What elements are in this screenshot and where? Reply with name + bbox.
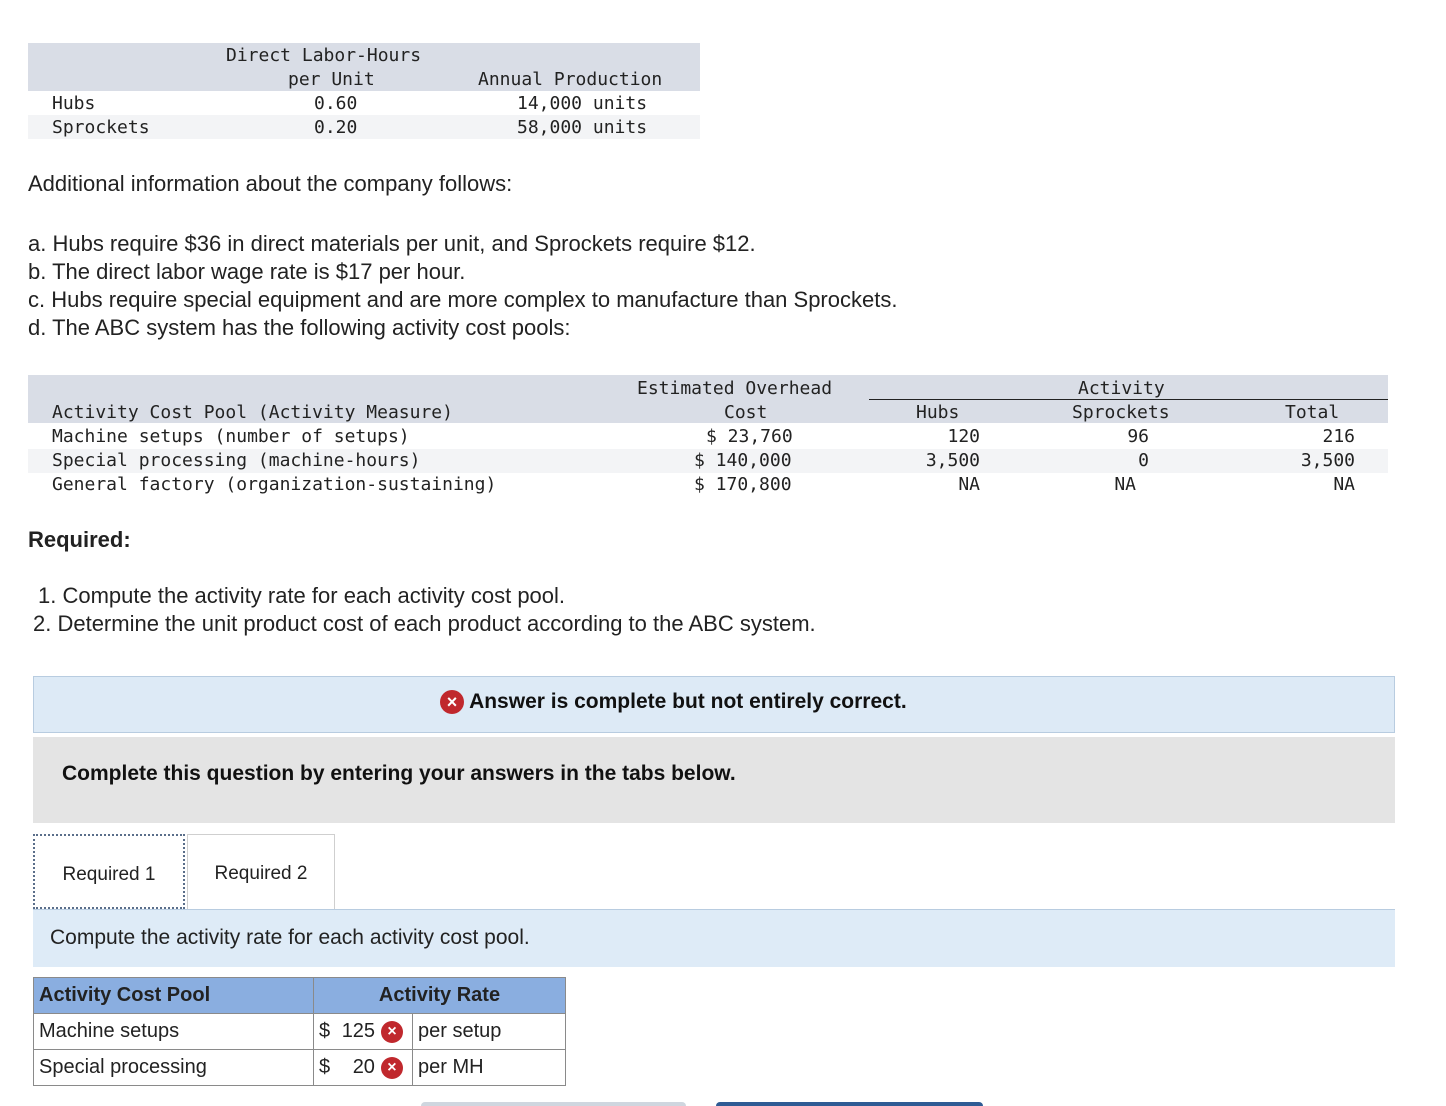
required-title: Required: <box>28 527 131 552</box>
header-labor-hours: Direct Labor-Hours <box>226 45 422 66</box>
pool-name: General factory (organization-sustaining) <box>52 474 497 495</box>
pool-cost: $ 23,760 <box>706 426 793 447</box>
answer-rate-input[interactable] <box>314 1014 413 1050</box>
pool-hubs: 3,500 <box>925 450 980 471</box>
tab-label: Required 1 <box>62 864 156 885</box>
header-activity-cost-pool: Activity Cost Pool (Activity Measure) <box>52 402 453 423</box>
x-circle-icon: × <box>440 690 464 714</box>
info-item: d. The ABC system has the following activity cost pools: <box>28 315 571 340</box>
answer-unit: per setup <box>413 1014 566 1050</box>
pool-sprockets: NA <box>1114 474 1136 495</box>
info-item: b. The direct labor wage rate is $17 per hour. <box>28 259 466 284</box>
tab-prompt: Compute the activity rate for each activity cost pool. <box>50 926 530 949</box>
pool-total: 216 <box>1322 426 1355 447</box>
header-hubs: Hubs <box>916 402 960 423</box>
additional-info-text: Additional information about the company follows: <box>28 171 513 196</box>
table-row <box>34 1014 566 1050</box>
product-hours: 0.20 <box>314 117 358 138</box>
result-message-row <box>440 690 907 714</box>
pool-name: Machine setups (number of setups) <box>52 426 410 447</box>
required-item: 1. Compute the activity rate for each activity cost pool. <box>38 583 566 608</box>
answer-rate-value: 125 <box>341 1020 376 1042</box>
product-name: Sprockets <box>52 117 150 138</box>
x-circle-icon: × <box>381 1057 403 1079</box>
pool-cost: $ 140,000 <box>694 450 792 471</box>
header-total: Total <box>1285 402 1340 423</box>
answer-pool: Special processing <box>34 1050 314 1086</box>
tab-required-2[interactable] <box>187 834 335 909</box>
answer-table <box>33 977 566 1086</box>
answer-rate-value: 20 <box>352 1056 375 1078</box>
info-item: c. Hubs require special equipment and are more complex to manufacture than Sprockets. <box>28 287 898 312</box>
prev-button[interactable] <box>421 1102 686 1106</box>
pool-hubs: NA <box>958 474 980 495</box>
pool-hubs: 120 <box>947 426 980 447</box>
header-cost: Cost <box>724 402 768 423</box>
header-estimated-overhead: Estimated Overhead <box>637 378 833 399</box>
pool-total: NA <box>1333 474 1355 495</box>
header-sprockets: Sprockets <box>1072 402 1170 423</box>
next-button[interactable] <box>716 1102 983 1106</box>
currency-symbol: $ <box>319 1056 331 1078</box>
answer-rate-input[interactable] <box>314 1050 413 1086</box>
header-annual-production: Annual Production <box>478 69 663 90</box>
pool-cost: $ 170,800 <box>694 474 792 495</box>
required-item: 2. Determine the unit product cost of each product according to the ABC system. <box>33 611 816 636</box>
product-production: 14,000 units <box>517 93 648 114</box>
pool-name: Special processing (machine-hours) <box>52 450 421 471</box>
tab-label: Required 2 <box>214 863 308 884</box>
answer-header-pool: Activity Cost Pool <box>34 978 314 1014</box>
answer-header-rate: Activity Rate <box>314 978 566 1014</box>
instruction-text: Complete this question by entering your answers in the tabs below. <box>62 762 736 785</box>
pool-total: 3,500 <box>1300 450 1355 471</box>
header-per-unit: per Unit <box>288 69 375 90</box>
product-hours: 0.60 <box>314 93 358 114</box>
result-message: Answer is complete but not entirely correct. <box>469 690 907 713</box>
pool-sprockets: 96 <box>1127 426 1149 447</box>
product-production: 58,000 units <box>517 117 648 138</box>
pool-sprockets: 0 <box>1138 450 1149 471</box>
answer-pool: Machine setups <box>34 1014 314 1050</box>
currency-symbol: $ <box>319 1020 331 1042</box>
activity-group-underline <box>869 399 1388 400</box>
answer-unit: per MH <box>413 1050 566 1086</box>
product-name: Hubs <box>52 93 96 114</box>
header-activity: Activity <box>1078 378 1165 399</box>
info-item: a. Hubs require $36 in direct materials per unit, and Sprockets require $12. <box>28 231 756 256</box>
x-circle-icon: × <box>381 1021 403 1043</box>
tab-required-1[interactable] <box>33 834 185 909</box>
table-row <box>34 1050 566 1086</box>
